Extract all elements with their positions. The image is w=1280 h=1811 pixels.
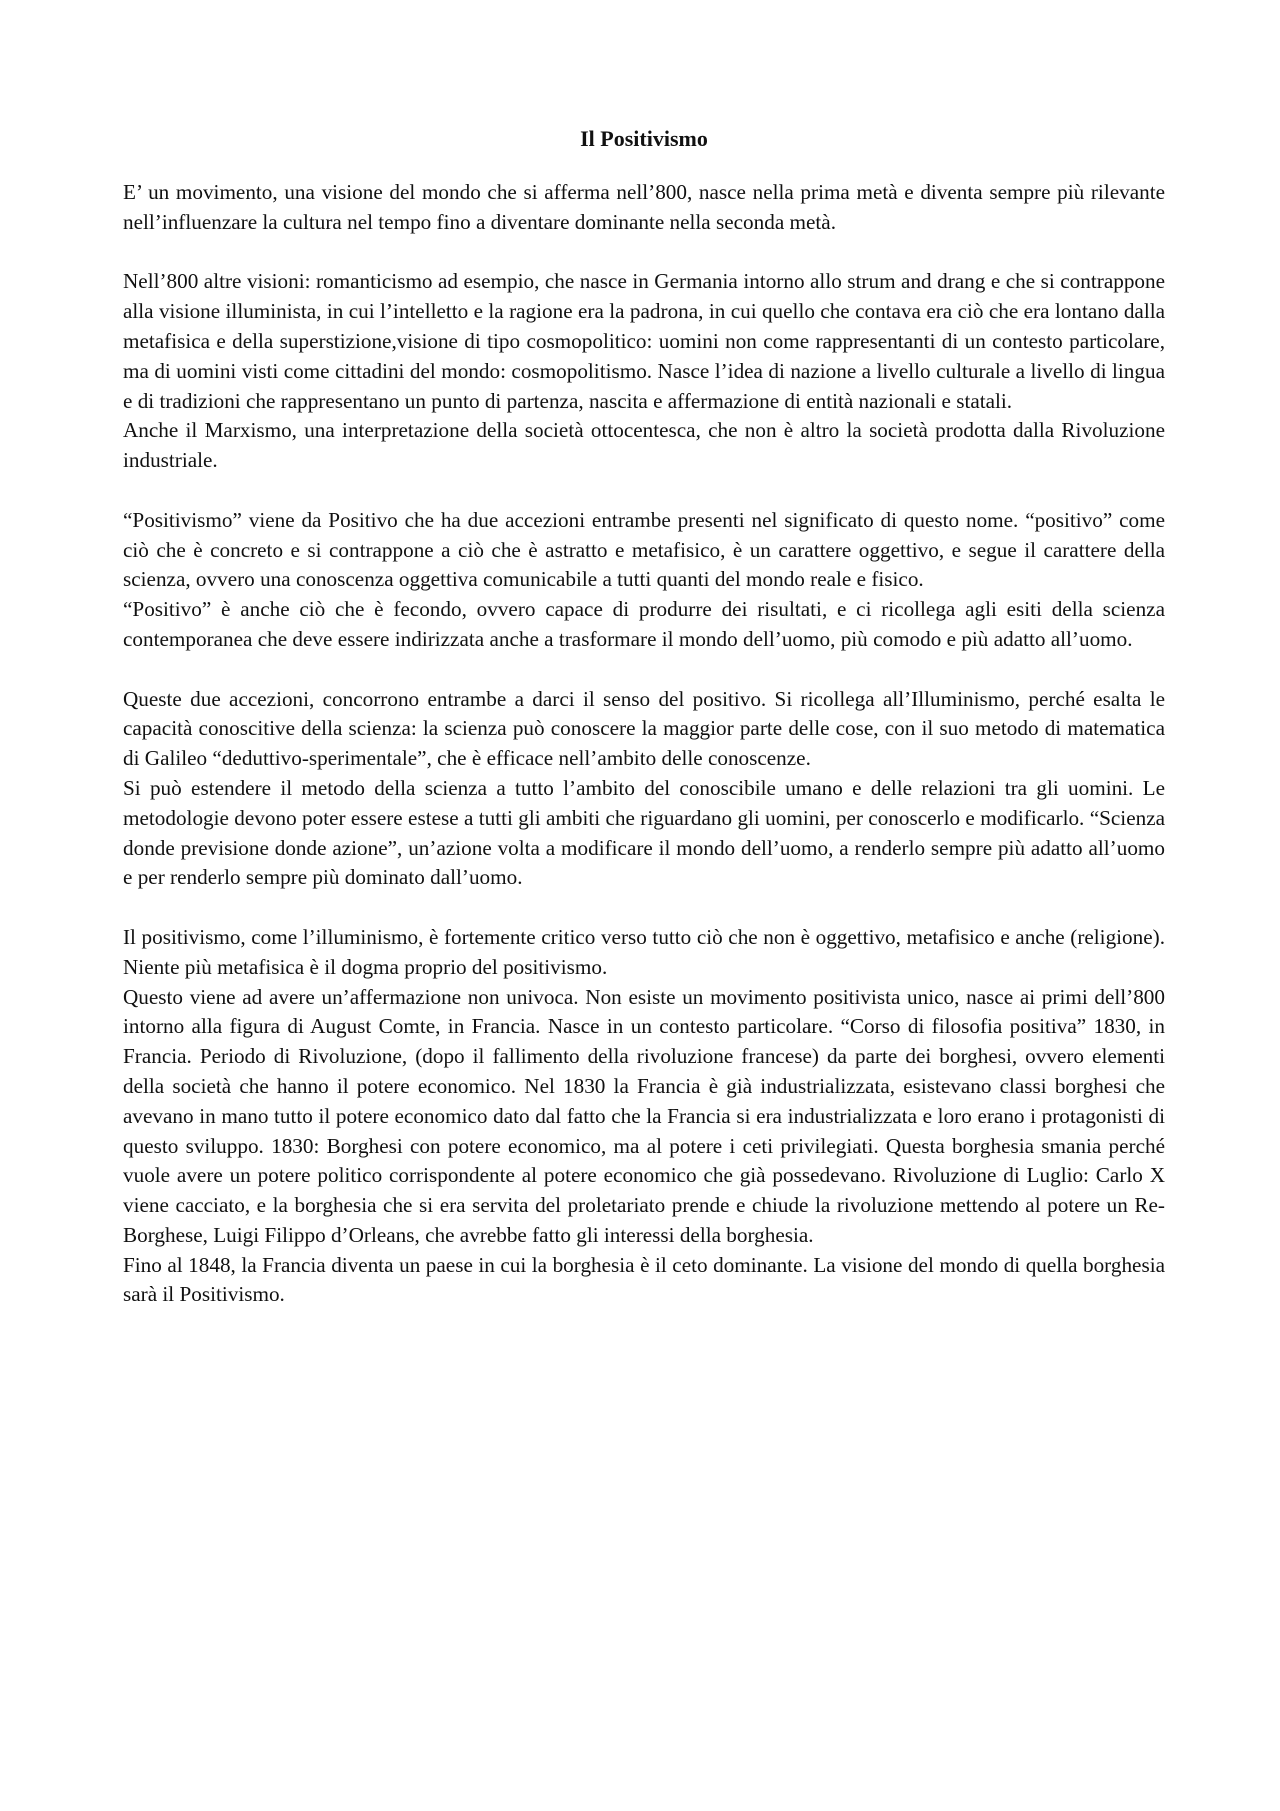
document-title: Il Positivismo (580, 126, 708, 151)
paragraph-scientific-method: Si può estendere il metodo della scienza a tutto l’ambito del conoscibile umano e delle relazioni tra gli uomini. Le metodologie devono poter essere estese a tutti gli ambiti che riguardano gli uomini, per conoscerlo e modificarlo. “Scienza donde previsione donde azione”, un’azione volta a modificare il mondo dell’uomo, a renderlo sempre più adatto all’uomo e per renderlo sempre più dominato dall’uomo. (123, 775, 1165, 890)
paragraph-marxism: Anche il Marxismo, una interpretazione della società ottocentesca, che non è altro la società prodotta dalla Rivoluzione industriale. (123, 418, 1165, 473)
paragraph-other-visions: Nell’800 altre visioni: romanticismo ad esempio, che nasce in Germania intorno allo strum and drang e che si contrappone alla visione illuminista, in cui l’intelletto e la ragione era la padrona, in cui quello che contava era ciò che era lontano dalla metafisica e della superstizione,visione di tipo cosmopolitico: uomini non come rappresentanti di un contesto particolare, ma di uomini visti come cittadini del mondo: cosmopolitismo. Nasce l’idea di nazione a livello culturale a livello di lingua e di tradizioni che rappresentano un punto di partenza, nascita e affermazione di entità nazionali e statali. (123, 269, 1165, 413)
paragraph-two-accezioni: Queste due accezioni, concorrono entrambe a darci il senso del positivo. Si ricollega all’Illuminismo, perché esalta le capacità conoscitive della scienza: la scienza può conoscere la maggior parte delle cose, con il suo metodo di matematica di Galileo “deduttivo-sperimentale”, che è efficace nell’ambito delle conoscenze. (123, 686, 1165, 771)
paragraph-positivo-meaning: “Positivismo” viene da Positivo che ha due accezioni entrambe presenti nel significato di questo nome. “positivo” come ciò che è concreto e si contrappone a ciò che è astratto e metafisico, è un carattere oggettivo, e segue il carattere della scienza, ovvero una conoscenza oggettiva comunicabile a tutti quanti del mondo reale e fisico. (123, 507, 1165, 592)
paragraph-positivo-fecondo: “Positivo” è anche ciò che è fecondo, ovvero capace di produrre dei risultati, e ci ricollega agli esiti della scienza contemporanea che deve essere indirizzata anche a trasformare il mondo dell’uomo, più comodo e più adatto all’uomo. (123, 597, 1165, 651)
document-body (123, 124, 1165, 1310)
paragraph-critique: Il positivismo, come l’illuminismo, è fortemente critico verso tutto ciò che non è oggettivo, metafisico e anche (religione). Niente più metafisica è il dogma proprio del positivismo. (123, 924, 1165, 979)
paragraph-intro: E’ un movimento, una visione del mondo che si afferma nell’800, nasce nella prima metà e diventa sempre più rilevante nell’influenzare la cultura nel tempo fino a diventare dominante nella seconda metà. (123, 180, 1165, 234)
paragraph-1848: Fino al 1848, la Francia diventa un paese in cui la borghesia è il ceto dominante. La visione del mondo di quella borghesia sarà il Positivismo. (123, 1252, 1165, 1307)
paragraph-comte-france: Questo viene ad avere un’affermazione non univoca. Non esiste un movimento positivista unico, nasce ai primi dell’800 intorno alla figura di August Comte, in Francia. Nasce in un contesto particolare. “Corso di filosofia positiva” 1830, in Francia. Periodo di Rivoluzione, (dopo il fallimento della rivoluzione francese) da parte dei borghesi, ovvero elementi della società che hanno il potere economico. Nel 1830 la Francia è già industrializzata, esistevano classi borghesi che avevano in mano tutto il potere economico dato dal fatto che la Francia si era industrializzata e loro erano i protagonisti di questo sviluppo. 1830: Borghesi con potere economico, ma al potere i ceti privilegiati. Questa borghesia smania perché vuole avere un potere politico corrispondente al potere economico che già possedevano. Rivoluzione di Luglio: Carlo X viene cacciato, e la borghesia che si era servita del proletariato prende e chiude la rivoluzione mettendo al potere un Re-Borghese, Luigi Filippo d’Orleans, che avrebbe fatto gli interessi della borghesia. (123, 984, 1165, 1247)
